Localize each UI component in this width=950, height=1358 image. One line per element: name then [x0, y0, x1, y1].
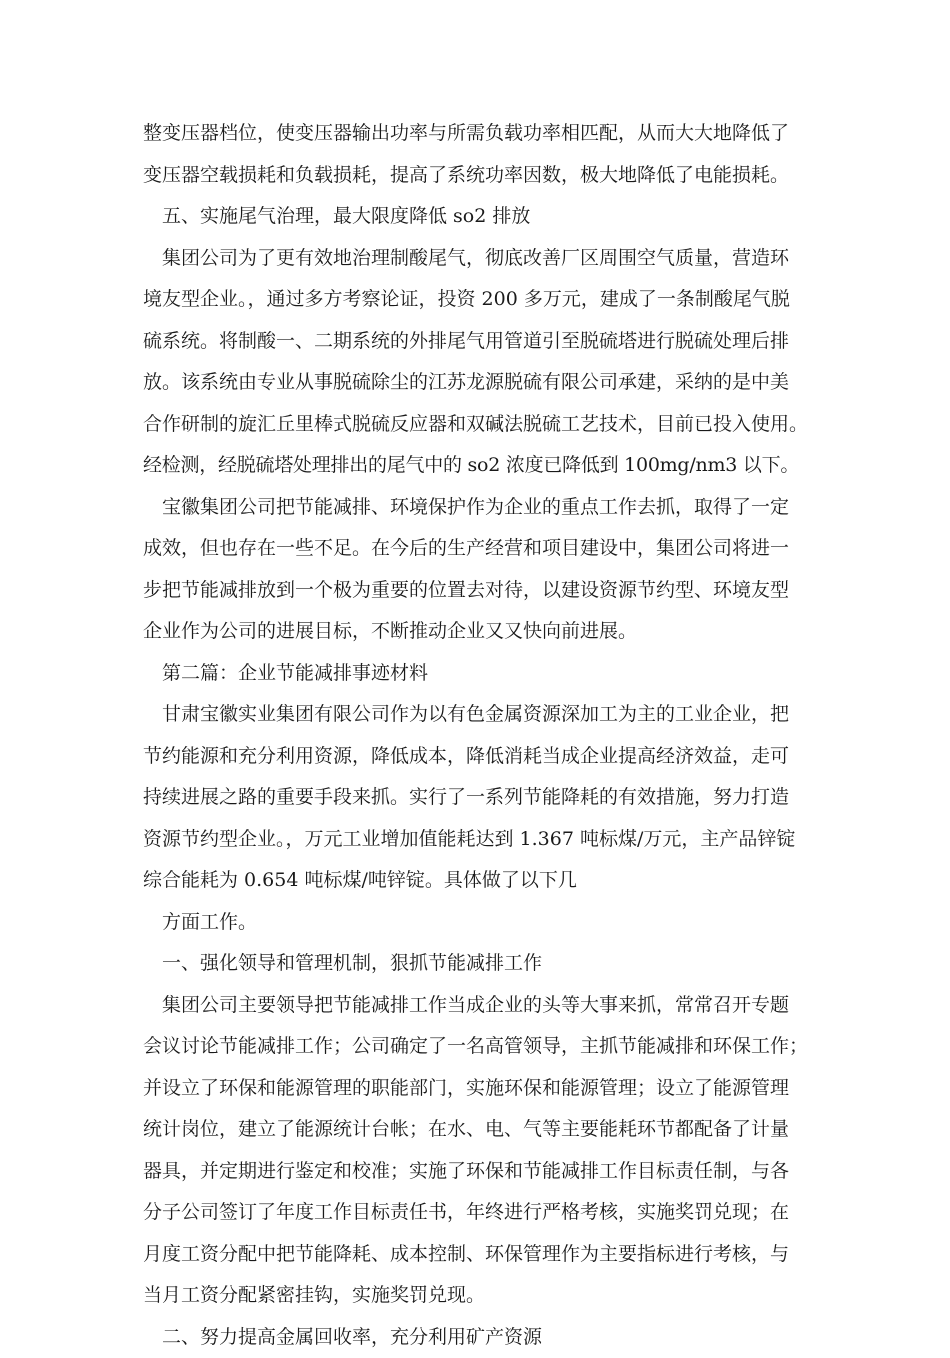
- text-line: 一、强化领导和管理机制，狠抓节能减排工作: [143, 943, 808, 985]
- text-line: 集团公司主要领导把节能减排工作当成企业的头等大事来抓，常常召开专题: [143, 985, 808, 1027]
- text-line: 变压器空载损耗和负载损耗，提高了系统功率因数，极大地降低了电能损耗。: [143, 155, 808, 197]
- text-line: 经检测，经脱硫塔处理排出的尾气中的 so2 浓度已降低到 100mg/nm3 以下。: [143, 445, 808, 487]
- text-line: 合作研制的旋汇丘里棒式脱硫反应器和双碱法脱硫工艺技术，目前已投入使用。: [143, 404, 808, 446]
- text-line: 分子公司签订了年度工作目标责任书，年终进行严格考核，实施奖罚兑现；在: [143, 1192, 808, 1234]
- text-line: 持续进展之路的重要手段来抓。实行了一系列节能降耗的有效措施，努力打造: [143, 777, 808, 819]
- text-line: 月度工资分配中把节能降耗、成本控制、环保管理作为主要指标进行考核，与: [143, 1234, 808, 1276]
- text-line: 境友型企业。，通过多方考察论证，投资 200 多万元，建成了一条制酸尾气脱: [143, 279, 808, 321]
- text-line: 方面工作。: [143, 902, 808, 944]
- text-line: 节约能源和充分利用资源，降低成本，降低消耗当成企业提高经济效益，走可: [143, 736, 808, 778]
- text-line: 会议讨论节能减排工作；公司确定了一名高管领导，主抓节能减排和环保工作；: [143, 1026, 808, 1068]
- text-line: 资源节约型企业。，万元工业增加值能耗达到 1.367 吨标煤/万元，主产品锌锭: [143, 819, 808, 861]
- text-line: 放。该系统由专业从事脱硫除尘的江苏龙源脱硫有限公司承建，采纳的是中美: [143, 362, 808, 404]
- document-body: [143, 113, 808, 1358]
- text-line: 器具，并定期进行鉴定和校准；实施了环保和节能减排工作目标责任制，与各: [143, 1151, 808, 1193]
- text-line: 整变压器档位，使变压器输出功率与所需负载功率相匹配，从而大大地降低了: [143, 113, 808, 155]
- text-line: 二、努力提高金属回收率，充分利用矿产资源: [143, 1317, 808, 1358]
- text-line: 成效，但也存在一些不足。在今后的生产经营和项目建设中，集团公司将进一: [143, 528, 808, 570]
- text-line: 五、实施尾气治理，最大限度降低 so2 排放: [143, 196, 808, 238]
- text-line: 第二篇：企业节能减排事迹材料: [143, 653, 808, 695]
- text-line: 企业作为公司的进展目标，不断推动企业又又快向前进展。: [143, 611, 808, 653]
- text-line: 硫系统。将制酸一、二期系统的外排尾气用管道引至脱硫塔进行脱硫处理后排: [143, 321, 808, 363]
- text-line: 宝徽集团公司把节能减排、环境保护作为企业的重点工作去抓，取得了一定: [143, 487, 808, 529]
- text-line: 统计岗位，建立了能源统计台帐；在水、电、气等主要能耗环节都配备了计量: [143, 1109, 808, 1151]
- text-line: 并设立了环保和能源管理的职能部门，实施环保和能源管理；设立了能源管理: [143, 1068, 808, 1110]
- text-line: 综合能耗为 0.654 吨标煤/吨锌锭。具体做了以下几: [143, 860, 808, 902]
- text-line: 甘肃宝徽实业集团有限公司作为以有色金属资源深加工为主的工业企业，把: [143, 694, 808, 736]
- text-line: 集团公司为了更有效地治理制酸尾气，彻底改善厂区周围空气质量，营造环: [143, 238, 808, 280]
- text-line: 步把节能减排放到一个极为重要的位置去对待，以建设资源节约型、环境友型: [143, 570, 808, 612]
- text-line: 当月工资分配紧密挂钩，实施奖罚兑现。: [143, 1275, 808, 1317]
